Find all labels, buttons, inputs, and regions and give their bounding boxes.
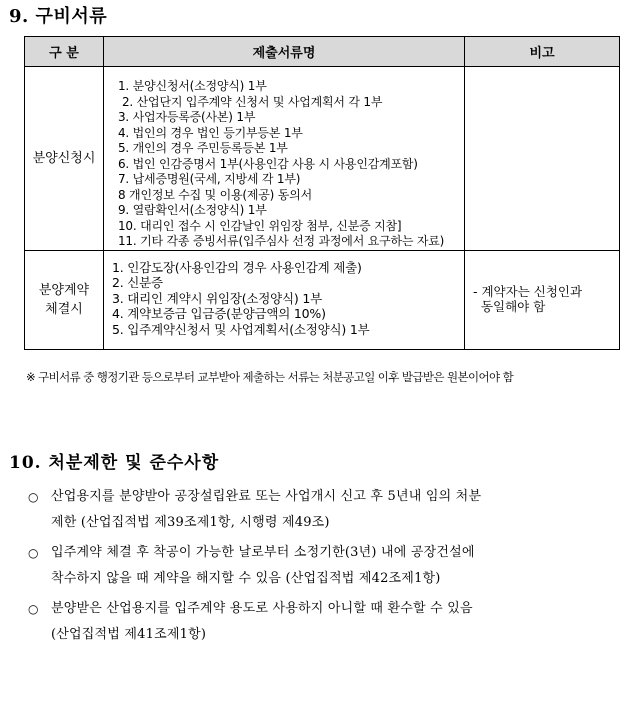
list-item: 10. 대리인 접수 시 인감날인 위임장 첨부, 신분증 지참] [118,218,402,233]
header-remark: 비고 [465,37,620,67]
section-9-title: 9. 구비서류 [9,6,108,27]
circle-bullet-icon: ○ [28,490,39,504]
row-category: 분양신청시 [25,67,104,251]
list-item: 1. 분양신청서(소정양식) 1부 [118,79,267,93]
restrictions-list [28,484,623,652]
row-remark [465,67,620,251]
list-item: 3. 사업자등록증(사본) 1부 [118,110,256,124]
item-line: (산업집적법 제41조제1항) [51,627,207,642]
list-item: 2. 산업단지 입주계약 신청서 및 사업계획서 각 1부 [122,94,383,109]
list-item: 5. 개인의 경우 주민등록등본 1부 [118,141,288,155]
remark-line: - 계약자는 신청인과 [473,283,583,299]
document-list-cell [104,67,465,251]
required-documents-table [24,36,620,350]
list-item: 5. 입주계약신청서 및 사업계획서(소정양식) 1부 [112,321,370,337]
item-line: 분양받은 산업용지를 입주계약 용도로 사용하지 아니할 때 환수할 수 있음 [51,601,473,616]
list-item: 7. 납세증명원(국세, 지방세 각 1부) [118,172,301,186]
document-list [104,251,464,338]
item-line: 착수하지 않을 때 계약을 해지할 수 있음 (산업집적법 제42조제1항) [51,571,441,586]
table-row [25,250,620,349]
header-category: 구 분 [25,37,104,67]
document-list [104,67,464,250]
circle-bullet-icon: ○ [28,602,39,616]
list-item [28,484,623,536]
list-item: 3. 대리인 계약시 위임장(소정양식) 1부 [112,290,322,306]
list-item: 9. 열람확인서(소정양식) 1부 [118,203,267,217]
table-header-row [25,37,620,67]
list-item [28,596,623,648]
header-document-name: 제출서류명 [104,37,465,67]
table-row [25,67,620,251]
list-item: 1. 인감도장(사용인감의 경우 사용인감계 제출) [112,259,362,275]
row-category [25,250,104,349]
category-line: 분양계약 [38,282,90,298]
row-remark [465,250,620,349]
item-line: 제한 (산업집적법 제39조제1항, 시행령 제49조) [51,515,330,530]
section-10-title: 10. 처분제한 및 준수사항 [9,453,220,473]
remark-text [465,251,619,315]
list-item: 4. 계약보증금 입금증(분양금액의 10%) [112,306,326,322]
item-line: 입주계약 체결 후 착공이 가능한 날로부터 소정기한(3년) 내에 공장건설에 [51,545,475,560]
list-item: 6. 법인 인감증명서 1부(사용인감 사용 시 사용인감계포함) [118,156,418,171]
remark-line: 동일해야 함 [473,299,546,314]
list-item: 2. 신분증 [112,275,163,291]
circle-bullet-icon: ○ [28,546,39,560]
document-list-cell [104,250,465,349]
documents-note: ※ 구비서류 중 행정기관 등으로부터 교부받아 제출하는 서류는 처분공고일 이후 발급받은 원본이어야 함 [26,370,514,384]
list-item: 4. 법인의 경우 법인 등기부등본 1부 [118,125,303,140]
list-item: 11. 기타 각종 증빙서류(입주심사 선정 과정에서 요구하는 자료) [118,234,445,248]
list-item [28,540,623,592]
list-item: 8 개인정보 수집 및 이용(제공) 동의서 [118,187,312,202]
item-line: 산업용지를 분양받아 공장설립완료 또는 사업개시 신고 후 5년내 임의 처분 [51,489,482,504]
category-line: 체결시 [45,301,83,317]
